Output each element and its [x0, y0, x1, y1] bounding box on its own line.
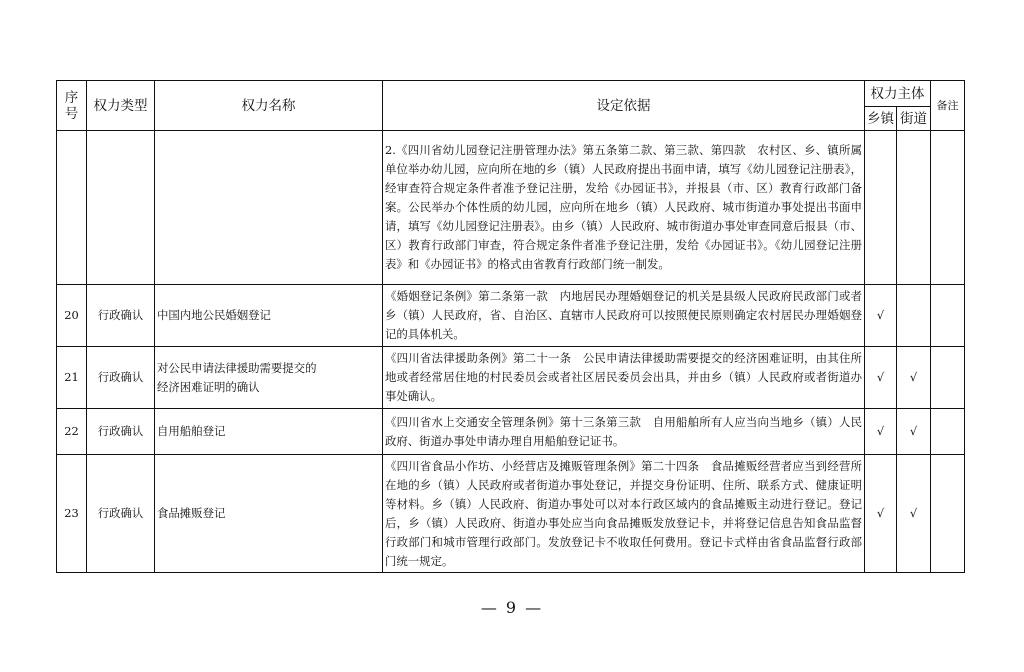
header-subject: 权力主体	[865, 81, 931, 107]
township-cell	[865, 131, 897, 285]
name-cell: 食品摊贩登记	[155, 455, 383, 573]
seq-cell: 21	[57, 347, 87, 409]
township-cell: √	[865, 285, 897, 347]
seq-cell: 23	[57, 455, 87, 573]
basis-cell: 《四川省食品小作坊、小经营店及摊贩管理条例》第二十四条 食品摊贩经营者应当到经营所在地的乡（镇）人民政府或者街道办事处登记，并提交身份证明、住所、联系方式、健康证明等材料。乡（镇）人民政府、街道办事处可以对本行政区域内的食品摊贩主动进行登记。登记后，乡（镇）人民政府、街道办事处应当向食品摊贩发放登记卡，并将登记信息告知食品监督行政部门和城市管理行政部门。发放登记卡不收取任何费用。登记卡式样由省食品监督行政部门统一规定。	[383, 455, 865, 573]
basis-cell: 《四川省水上交通安全管理条例》第十三条第三款 自用船舶所有人应当向当地乡（镇）人民政府、街道办事处申请办理自用船舶登记证书。	[383, 409, 865, 455]
header-seq: 序号	[57, 81, 87, 131]
street-cell: √	[897, 409, 931, 455]
page-number: — 9 —	[480, 598, 544, 617]
township-cell: √	[865, 347, 897, 409]
table-row	[57, 455, 965, 573]
table-row	[57, 409, 965, 455]
type-cell: 行政确认	[87, 347, 155, 409]
basis-cell: 2.《四川省幼儿园登记注册管理办法》第五条第二款、第三款、第四款 农村区、乡、镇所属单位举办幼儿园，应向所在地的乡（镇）人民政府提出书面申请，填写《幼儿园登记注册表》，经审查符合规定条件者准予登记注册，发给《办园证书》，并报县（市、区）教育行政部门备案。公民举办个体性质的幼儿园，应向所在地乡（镇）人民政府、城市街道办事处提出书面申请，填写《幼儿园登记注册表》。由乡（镇）人民政府、城市街道办事处审查同意后报县（市、区）教育行政部门审查，符合规定条件者准予登记注册，发给《办园证书》。《幼儿园登记注册表》和《办园证书》的格式由省教育行政部门统一制发。	[383, 131, 865, 285]
street-cell: √	[897, 455, 931, 573]
table-row	[57, 285, 965, 347]
seq-cell: 20	[57, 285, 87, 347]
remark-cell	[931, 131, 965, 285]
power-list-table	[56, 80, 965, 573]
seq-cell	[57, 131, 87, 285]
remark-cell	[931, 409, 965, 455]
header-name: 权力名称	[155, 81, 383, 131]
table-row	[57, 347, 965, 409]
type-cell: 行政确认	[87, 455, 155, 573]
header-township: 乡镇	[865, 107, 897, 131]
type-cell: 行政确认	[87, 285, 155, 347]
table-row-continued	[57, 131, 965, 285]
street-cell	[897, 131, 931, 285]
header-basis: 设定依据	[383, 81, 865, 131]
basis-cell: 《四川省法律援助条例》第二十一条 公民申请法律援助需要提交的经济困难证明，由其住所地或者经常居住地的村民委员会或者社区居民委员会出具，并由乡（镇）人民政府或者街道办事处确认。	[383, 347, 865, 409]
township-cell: √	[865, 455, 897, 573]
name-cell: 中国内地公民婚姻登记	[155, 285, 383, 347]
name-cell	[155, 131, 383, 285]
name-cell: 对公民申请法律援助需要提交的经济困难证明的确认	[155, 347, 383, 409]
seq-cell: 22	[57, 409, 87, 455]
header-remark: 备注	[931, 81, 965, 131]
type-cell	[87, 131, 155, 285]
header-type: 权力类型	[87, 81, 155, 131]
header-row-top	[57, 81, 965, 107]
township-cell: √	[865, 409, 897, 455]
street-cell: √	[897, 347, 931, 409]
type-cell: 行政确认	[87, 409, 155, 455]
remark-cell	[931, 455, 965, 573]
basis-cell: 《婚姻登记条例》第二条第一款 内地居民办理婚姻登记的机关是县级人民政府民政部门或者乡（镇）人民政府，省、自治区、直辖市人民政府可以按照便民原则确定农村居民办理婚姻登记的具体机关。	[383, 285, 865, 347]
name-cell: 自用船舶登记	[155, 409, 383, 455]
remark-cell	[931, 347, 965, 409]
header-street: 街道	[897, 107, 931, 131]
street-cell	[897, 285, 931, 347]
remark-cell	[931, 285, 965, 347]
